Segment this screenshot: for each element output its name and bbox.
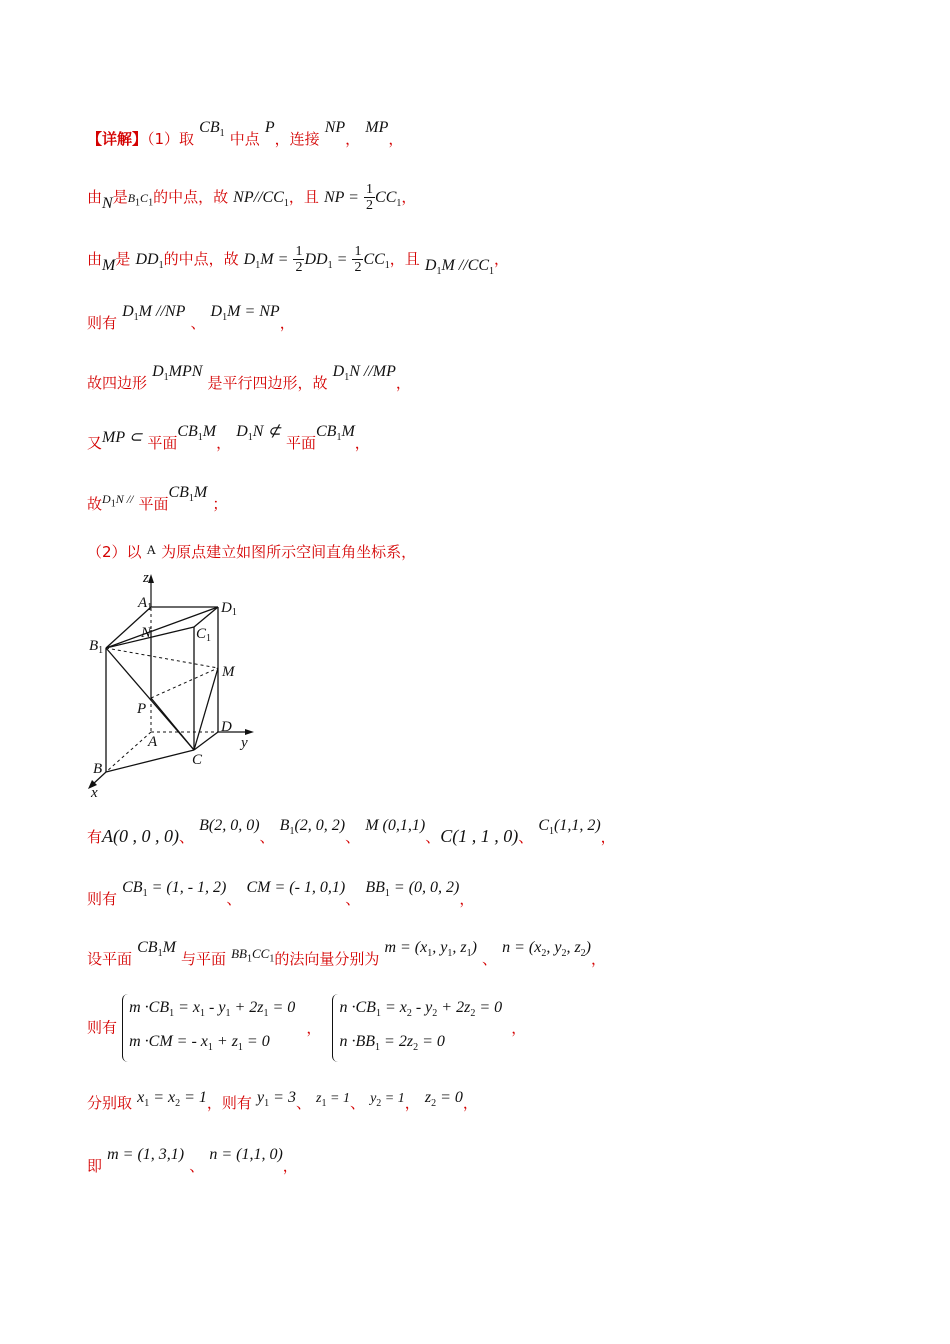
text-semicolon: ； — [212, 495, 228, 513]
math-np: NP — [324, 119, 346, 136]
edge-b-c — [106, 750, 194, 772]
label-z: z — [143, 570, 149, 586]
label-c1: $C_1$ — [196, 626, 212, 644]
text-then-have: ，则有 — [206, 1094, 252, 1112]
equation-n-2: $n \cdot BB_1 = 2z_2 = 0$ — [339, 1033, 445, 1054]
math-dd1: $DD_1$ — [135, 251, 164, 272]
text-sep: 、 — [425, 828, 441, 846]
text-namely: 即 — [87, 1157, 103, 1175]
text-is: 是 — [115, 250, 131, 268]
equation-system-m — [122, 994, 295, 1062]
text-you: 由 — [87, 250, 103, 268]
text-sep: 、 — [259, 828, 275, 846]
equation-n-1: $n \cdot CB_1 = x_2 - y_2 + 2z_2 = 0$ — [339, 999, 503, 1020]
line-3 — [87, 244, 510, 278]
coord-b1: $B_1(2$, 0, 2) — [279, 817, 346, 838]
text-coordinate-system: 为原点建立如图所示空间直角坐标系， — [161, 543, 417, 561]
edge-c-m — [194, 668, 218, 750]
text-comma: ， — [494, 250, 510, 268]
label-a1: $A_1$ — [138, 595, 153, 613]
label-y: y — [241, 735, 248, 751]
equation-m-2: m ·CM = - $x_1 + z_1 = 0$ — [129, 1033, 270, 1054]
text-then: 则有 — [87, 1018, 118, 1037]
line-5 — [87, 363, 411, 395]
math-d1m-np-eq: $D_1M$ = NP — [210, 303, 280, 324]
math-y2: $y_2 = 1$ — [370, 1091, 405, 1109]
line-12 — [87, 994, 526, 1062]
result-n: n = (1,1, 0) — [209, 1146, 283, 1163]
edge-c-d — [194, 732, 218, 750]
text-comma: ， — [282, 1157, 298, 1175]
line-9 — [87, 817, 616, 849]
text-connect: ，连接 — [274, 130, 320, 148]
text-sep: 、 — [226, 890, 242, 908]
text-sep: 、 — [349, 1094, 365, 1112]
text-sep: 、 — [481, 950, 497, 968]
math-cb1m: $CB_1M$ — [177, 423, 217, 444]
math-d1n-parallel: D1N // — [102, 492, 134, 510]
text-parallelogram: 是平行四边形，故 — [207, 374, 328, 392]
math-d1mpn: $D_1MPN$ — [152, 363, 203, 384]
label-p: P — [137, 701, 147, 717]
text-also: 又 — [87, 434, 103, 452]
math-cb1m: $CB_1M$ — [168, 484, 208, 505]
vector-cm: CM = (- 1, 0,1) — [246, 879, 346, 896]
line-10 — [87, 879, 475, 911]
fraction-half-2: $\frac{1}{2}$ — [354, 244, 362, 275]
label-d: D — [221, 719, 232, 735]
text-comma: ， — [600, 828, 616, 846]
label-m: M — [222, 664, 235, 680]
math-d1m-np-parallel: $D_1M$ //NP — [122, 303, 186, 324]
label-c: C — [192, 752, 203, 768]
text-comma: ， — [462, 1094, 478, 1112]
text-and-plane: 与平面 — [180, 950, 226, 968]
fraction-half: $\frac{1}{2}$ — [366, 182, 374, 213]
text-then: 则有 — [87, 890, 118, 908]
math-z1: $z_1 = 1$ — [316, 1091, 350, 1109]
detail-label: 【详解】 — [87, 130, 148, 148]
text-normal-vectors: 的法向量分别为 — [274, 950, 380, 968]
line-8 — [87, 541, 416, 562]
text-quadrilateral: 故四边形 — [87, 374, 148, 392]
text-comma: ， — [511, 1018, 527, 1037]
math-np-parallel: $NP//CC_1$ — [233, 189, 289, 210]
line-4 — [87, 303, 295, 335]
text-comma: ， — [401, 188, 417, 206]
vector-m: $m = (x_1$, $y_1$, $z_1$) — [384, 939, 477, 960]
text-comma: ， — [404, 1094, 420, 1112]
text-is: 是 — [112, 188, 128, 206]
text-sep: 、 — [345, 828, 361, 846]
text-and: ，且 — [389, 250, 420, 268]
text-midpoint: 中点 — [229, 130, 260, 148]
line-13 — [87, 1089, 478, 1115]
text-sep: 、 — [518, 828, 534, 846]
label-d1: $D_1$ — [221, 600, 237, 618]
part-2-label: （2）以 — [87, 543, 142, 561]
text-plane: 平面 — [285, 434, 316, 452]
part-1-take: （1）取 — [147, 130, 195, 148]
equation-m-1: $m \cdot CB_1 = x_1 - y_1 + 2z_1 = 0$ — [129, 999, 296, 1020]
text-comma: ， — [345, 130, 361, 148]
math-d1n-notsubset: $D_1N$ ⊄ — [236, 423, 281, 444]
math-a: A — [146, 542, 157, 557]
edge-p-c — [151, 698, 194, 750]
math-d1n-mp: $D_1N$ //MP — [332, 363, 396, 384]
vector-cb1: $CB_1 = (1$, - 1, 2) — [122, 879, 227, 900]
arrow-z-icon — [148, 574, 154, 583]
math-n: N — [102, 195, 113, 212]
text-let-plane: 设平面 — [87, 950, 133, 968]
line-14 — [87, 1146, 298, 1176]
text-plane: 平面 — [147, 434, 178, 452]
label-b1: $B_1$ — [89, 638, 104, 656]
coord-a: A(0 , 0 , 0) — [102, 826, 179, 846]
line-7 — [87, 484, 228, 516]
label-n: N — [141, 625, 152, 641]
text-you: 由 — [87, 188, 103, 206]
coord-c: C(1 , 1 , 0) — [440, 826, 519, 846]
label-x: x — [91, 785, 98, 800]
math-cb1m: $CB_1M$ — [315, 423, 355, 444]
text-midpoint-so: 的中点，故 — [153, 188, 229, 206]
label-b: B — [93, 761, 103, 777]
edge-b1-m-hidden — [106, 648, 218, 668]
result-m: m = (1, 3,1) — [107, 1146, 185, 1163]
math-d1m-eq: $D_1M$ = — [243, 251, 289, 272]
coord-c1: $C_1(1,1$, 2) — [538, 817, 601, 838]
text-sep: 、 — [345, 890, 361, 908]
text-comma: ， — [459, 890, 475, 908]
math-mp: MP — [365, 119, 389, 136]
coord-b: B(2, 0, 0) — [199, 817, 260, 834]
text-comma: ， — [395, 374, 411, 392]
text-comma: ， — [279, 314, 295, 332]
math-x1-x2: $x_1 = x_2 = 1$ — [137, 1089, 207, 1110]
math-z2: $z_2 = 0$ — [424, 1089, 463, 1110]
plane-bb1cc1: BB1CC1 — [231, 946, 275, 965]
math-p: P — [264, 119, 275, 136]
math-cb1: $CB_1$ — [199, 119, 225, 140]
line-1 — [87, 119, 404, 151]
text-sep: 、 — [189, 1157, 205, 1175]
text-comma: ， — [354, 434, 370, 452]
math-np-eq: NP = — [323, 189, 359, 206]
math-cc1: $CC_1$ — [375, 189, 402, 210]
math-y1: $y_1 = 3$ — [257, 1089, 296, 1110]
text-comma: ， — [306, 1018, 322, 1037]
edge-p-m-hidden — [151, 668, 218, 698]
edge-c1-d1 — [194, 607, 218, 627]
text-midpoint-so: 的中点，故 — [163, 250, 239, 268]
line-11 — [87, 939, 607, 971]
coord-m: M (0,1,1) — [365, 817, 426, 834]
math-mp-subset: MP ⊂ — [102, 429, 143, 446]
label-a: A — [148, 734, 158, 750]
text-so: 故 — [87, 495, 103, 513]
vector-n: $n = (x_2$, $y_2$, $z_2$) — [502, 939, 591, 960]
equation-system-n — [332, 994, 502, 1062]
text-comma: ， — [216, 434, 232, 452]
math-m: M — [102, 257, 116, 274]
plane-cb1m: $CB_1M$ — [137, 939, 176, 960]
text-take-respectively: 分别取 — [87, 1094, 133, 1112]
text-and: ，且 — [288, 188, 319, 206]
line-2 — [87, 182, 416, 213]
line-6 — [87, 423, 370, 455]
math-b1c1: $B_1C_1$ — [127, 191, 154, 209]
math-dd1-eq: $DD_1$ = — [304, 251, 348, 272]
text-comma: ， — [388, 130, 404, 148]
math-cc1: $CC_1$ — [363, 251, 390, 272]
text-sep: 、 — [190, 314, 206, 332]
text-sep: 、 — [295, 1094, 311, 1112]
fraction-half-1: $\frac{1}{2}$ — [295, 244, 303, 275]
text-have: 有 — [87, 828, 103, 846]
text-plane: 平面 — [138, 495, 169, 513]
math-d1m-parallel: $D_1M$ $//CC_1$ — [424, 257, 495, 278]
text-sep: 、 — [179, 828, 195, 846]
text-then: 则有 — [87, 314, 118, 332]
vector-bb1: $BB_1 = (0$, 0, 2) — [365, 879, 460, 900]
text-comma: ， — [591, 950, 607, 968]
prism-figure — [82, 568, 267, 800]
